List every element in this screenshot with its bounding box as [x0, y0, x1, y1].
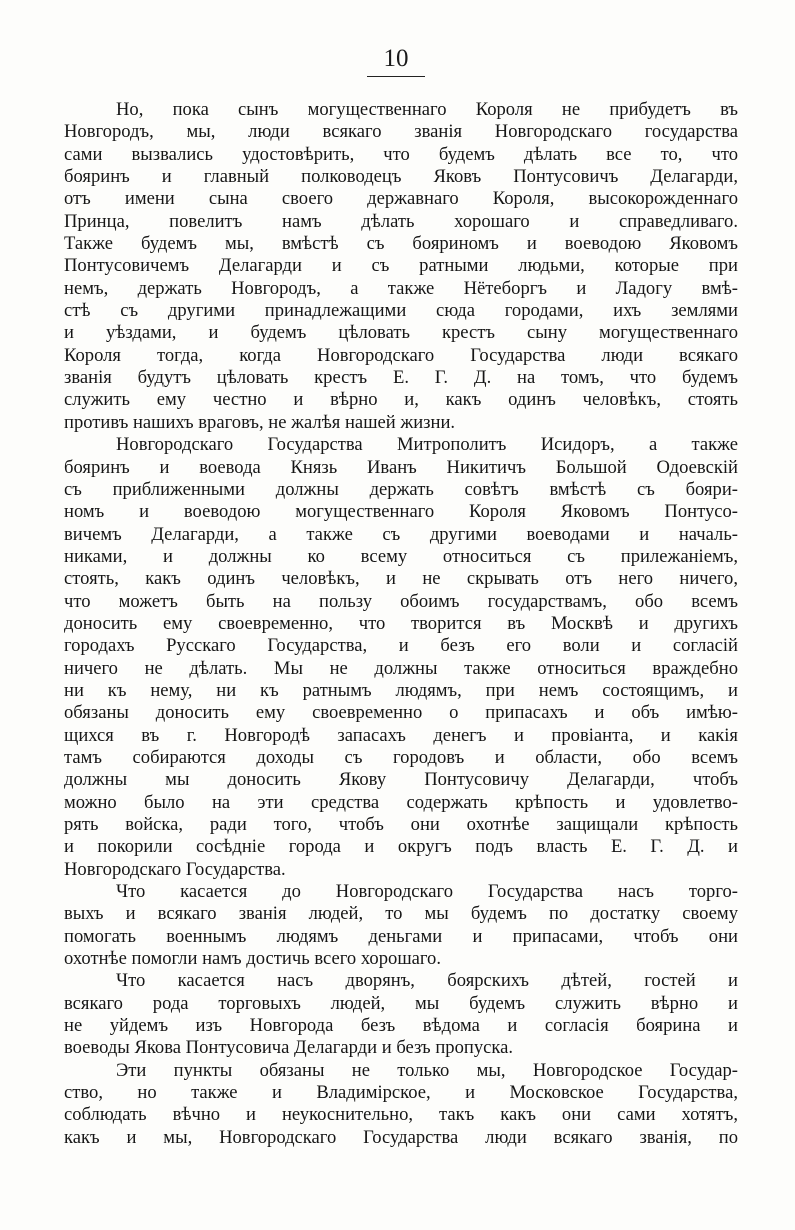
text-line: никами, и должны ко всему относиться съ прилежаніемъ,	[64, 545, 738, 567]
text-line: вичемъ Делагарди, а также съ другими воеводами и началь-	[64, 523, 738, 545]
text-line: Принца, повелитъ намъ дѣлать хорошаго и справедливаго.	[64, 210, 738, 232]
text-line: Что касается до Новгородскаго Государства насъ торго-	[116, 881, 738, 903]
text-line: не уйдемъ изъ Новгорода безъ вѣдома и согласія боярина и	[64, 1015, 738, 1037]
text-line: немъ, держать Новгородъ, а также Нётеборгъ и Ладогу вмѣ-	[64, 277, 738, 299]
paragraph	[64, 881, 738, 970]
text-line: тамъ собираются доходы съ городовъ и области, обо всемъ	[64, 746, 738, 768]
text-line: рять войска, ради того, чтобъ они охотнѣе защищали крѣпость	[64, 814, 738, 835]
text-line: противъ нашихъ враговъ, не жалѣя нашей жизни.	[64, 411, 456, 433]
text-line: номъ и воеводою могущественнаго Короля Яковомъ Понтусо-	[64, 501, 738, 523]
text-line: Новгородскаго Государства Митрополитъ Исидоръ, а также	[116, 434, 738, 456]
text-line: Также будемъ мы, вмѣстѣ съ бояриномъ и воеводою Яковомъ	[64, 233, 738, 255]
text-line: и покорили сосѣдніе города и округъ подъ власть Е. Г. Д. и	[64, 836, 738, 858]
text-line: доносить ему своевременно, что творится въ Москвѣ и другихъ	[64, 612, 738, 634]
text-line: ни къ нему, ни къ ратнымъ людямъ, при немъ состоящимъ, и	[64, 679, 738, 701]
text-line: какъ и мы, Новгородскаго Государства люди всякаго званія, по	[64, 1126, 738, 1148]
text-line: должны мы доносить Якову Понтусовичу Делагарди, чтобъ	[64, 769, 738, 791]
text-line: городахъ Русскаго Государства, и безъ его воли и согласій	[64, 635, 738, 657]
paragraph	[64, 434, 738, 881]
body-text	[64, 99, 738, 1149]
paragraph	[64, 99, 738, 434]
text-line: Но, пока сынъ могущественнаго Короля не прибудетъ въ	[116, 99, 738, 120]
page-number: 10	[383, 45, 409, 72]
text-line: стоять, какъ одинъ человѣкъ, и не скрывать отъ него ничего,	[64, 568, 738, 590]
text-line: всякаго рода торговыхъ людей, мы будемъ служить вѣрно и	[64, 992, 738, 1014]
text-line: Новгородскаго Государства.	[64, 858, 286, 880]
text-line: можно было на эти средства содержать крѣпость и удовлетво-	[64, 791, 738, 813]
text-line: Короля тогда, когда Новгородскаго Государства люди всякаго	[64, 344, 738, 366]
text-line: отъ имени сына своего державнаго Короля, высокорожденнаго	[64, 188, 738, 210]
text-line: соблюдать вѣчно и неукоснительно, такъ какъ они сами хотятъ,	[64, 1104, 738, 1126]
text-line: охотнѣе помогли намъ достичь всего хорошаго.	[64, 948, 441, 970]
text-line: служить ему честно и вѣрно и, какъ одинъ человѣкъ, стоять	[64, 389, 738, 411]
paragraph	[64, 970, 738, 1059]
text-line: съ приближенными должны держать совѣтъ вмѣстѣ съ бояри-	[64, 478, 738, 500]
text-line: Новгородъ, мы, люди всякаго званія Новгородскаго государства	[64, 121, 738, 143]
page-number-rule	[367, 76, 425, 77]
text-line: и уѣздами, и будемъ цѣловать крестъ сыну могущественнаго	[64, 322, 738, 344]
text-line: ничего не дѣлать. Мы не должны также относиться враждебно	[64, 657, 738, 679]
paragraph	[64, 1060, 738, 1149]
text-line: помогать военнымъ людямъ деньгами и припасами, чтобъ они	[64, 925, 738, 947]
text-line: выхъ и всякаго званія людей, то мы будемъ по достатку своему	[64, 903, 738, 925]
text-line: ство, но также и Владимірское, и Московское Государства,	[64, 1082, 738, 1104]
text-line: воеводы Якова Понтусовича Делагарди и безъ пропуска.	[64, 1037, 514, 1059]
text-line: бояринъ и воевода Князь Иванъ Никитичъ Большой Одоевскій	[64, 456, 738, 478]
text-line: стѣ съ другими принадлежащими сюда городами, ихъ землями	[64, 300, 738, 322]
text-line: Понтусовичемъ Делагарди и съ ратными людьми, которые при	[64, 255, 738, 277]
text-line: что можетъ быть на пользу обоимъ государствамъ, обо всемъ	[64, 590, 738, 612]
text-line: Эти пункты обязаны не только мы, Новгородское Государ-	[116, 1059, 738, 1081]
text-line: щихся въ г. Новгородѣ запасахъ денегъ и провіанта, и какія	[64, 724, 738, 746]
text-line: бояринъ и главный полководецъ Яковъ Понтусовичъ Делагарди,	[64, 166, 738, 188]
text-line: обязаны доносить ему своевременно о припасахъ и объ имѣю-	[64, 702, 738, 724]
text-line: сами вызвались удостовѣрить, что будемъ дѣлать все то, что	[64, 143, 738, 165]
text-line: Что касается насъ дворянъ, боярскихъ дѣтей, гостей и	[116, 970, 738, 992]
text-line: званія будутъ цѣловать крестъ Е. Г. Д. на томъ, что будемъ	[64, 367, 738, 389]
